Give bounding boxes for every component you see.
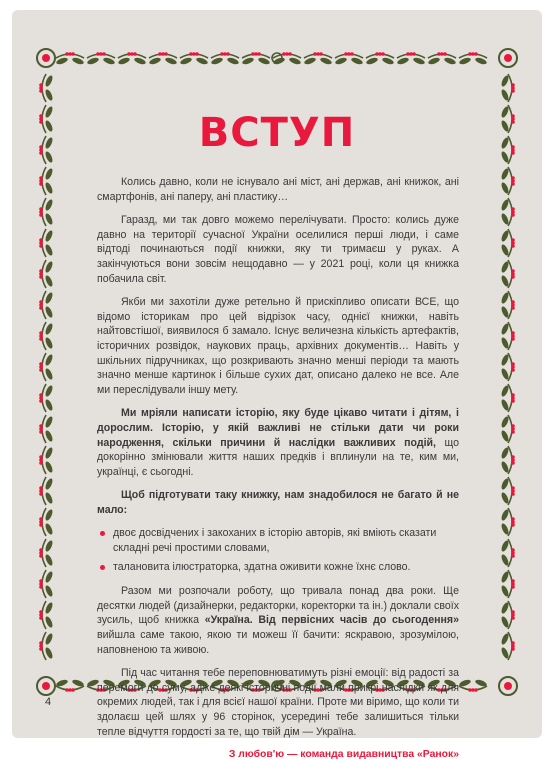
berry-icon bbox=[39, 585, 43, 589]
berry-icon bbox=[195, 52, 199, 56]
berry-icon bbox=[511, 213, 515, 217]
berry-icon bbox=[39, 337, 43, 341]
paragraph: Якби ми захотіли дуже ретельно й прискіпливо описати ВСЕ, що відомо історикам про цей відрізок часу, однієї книжки, навіть найтовстішої, виявилося б замало. Існує величезна кількість артефактів, історичних розвідок, наукових праць, архівних документів… Навіть у шкільних підручниках, що розкривають значно менші періоди та мають значно менше картинок і більше сухих дат, описано далеко не все. Але ми переслідували іншу мету. bbox=[97, 296, 459, 396]
bullet-icon bbox=[100, 565, 105, 570]
berry-icon bbox=[39, 89, 43, 93]
berry-icon bbox=[39, 368, 43, 372]
berry-icon bbox=[511, 399, 515, 403]
berry-icon bbox=[71, 52, 75, 56]
page-number: 4 bbox=[45, 696, 52, 708]
list-item bbox=[97, 526, 459, 555]
paragraph-text: що докорінно змінювали життя наших предків і вплинули на те, ким ми, українці, є сьогодні. bbox=[97, 436, 459, 478]
corner-rosette-center bbox=[42, 682, 50, 690]
list-item-text: талановита ілюстраторка, здатна оживити кожне їхнє слово. bbox=[113, 560, 411, 573]
book-page bbox=[12, 10, 542, 761]
berry-icon bbox=[350, 52, 354, 56]
berry-icon bbox=[319, 52, 323, 56]
berry-icon bbox=[511, 306, 515, 310]
berry-icon bbox=[474, 52, 478, 56]
berry-icon bbox=[226, 52, 230, 56]
berry-icon bbox=[511, 554, 515, 558]
bullet-icon bbox=[100, 531, 105, 536]
berry-icon bbox=[39, 616, 43, 620]
paragraph: Під час читання тебе переповнюватимуть різні емоції: від радості за перемоги до суму, адже деякі історичні події мали прикрі наслідки як для окремих людей, так і для всієї нашої країни. Проте ми віримо, що коли ти здолаєш цей шлях у 96 сторінок, усередині тебе залишиться тільки тепле відчуття гордості за те, що твій дім — Україна. bbox=[97, 667, 459, 738]
berry-icon bbox=[102, 52, 106, 56]
berry-icon bbox=[39, 461, 43, 465]
berry-icon bbox=[39, 492, 43, 496]
signature: З любов'ю — команда видавництва «Ранок» bbox=[228, 749, 459, 761]
berry-icon bbox=[511, 647, 515, 651]
berry-icon bbox=[511, 461, 515, 465]
berry-icon bbox=[39, 430, 43, 434]
berry-icon bbox=[511, 89, 515, 93]
berry-icon bbox=[133, 52, 137, 56]
paragraph: Колись давно, коли не існувало ані міст, ані держав, ані книжок, ані смартфонів, ані паперу, ані пластику… bbox=[97, 176, 459, 203]
berry-icon bbox=[39, 244, 43, 248]
berry-icon bbox=[39, 275, 43, 279]
berry-icon bbox=[257, 52, 261, 56]
berry-icon bbox=[39, 213, 43, 217]
berry-icon bbox=[511, 585, 515, 589]
berry-icon bbox=[511, 244, 515, 248]
paragraph-text: Разом ми розпочали роботу, що тривала понад два роки. Ще десятки людей (дизайнерки, редакторки, коректорки та ін.) доклали своїх зусиль, щоб книжка bbox=[97, 585, 459, 627]
berry-icon bbox=[511, 523, 515, 527]
page-title: ВСТУП bbox=[198, 110, 356, 156]
berry-icon bbox=[443, 52, 447, 56]
list-item-text: двоє досвідчених і закоханих в історію авторів, які вміють сказати складні речі простими словами, bbox=[113, 527, 437, 555]
berry-icon bbox=[39, 554, 43, 558]
berry-icon bbox=[412, 52, 416, 56]
corner-rosette-center bbox=[42, 54, 50, 62]
paragraph-text: вийшла саме такою, якою ти можеш її бачити: яскравою, зрозумілою, наповненою та живою. bbox=[97, 629, 459, 656]
berry-icon bbox=[511, 616, 515, 620]
berry-icon bbox=[288, 52, 292, 56]
berry-icon bbox=[39, 523, 43, 527]
berry-icon bbox=[381, 52, 385, 56]
berry-icon bbox=[39, 647, 43, 651]
book-title: «Україна. Від первісних часів до сьогодення» bbox=[199, 614, 459, 627]
berry-icon bbox=[39, 306, 43, 310]
berry-icon bbox=[474, 688, 478, 692]
intro-text bbox=[97, 175, 459, 763]
corner-rosette-center bbox=[504, 54, 512, 62]
paragraph bbox=[97, 584, 459, 657]
list-item bbox=[97, 560, 459, 575]
berry-icon bbox=[39, 182, 43, 186]
berry-icon bbox=[511, 182, 515, 186]
berry-icon bbox=[164, 52, 168, 56]
berry-icon bbox=[511, 368, 515, 372]
corner-rosette-center bbox=[504, 682, 512, 690]
paragraph bbox=[97, 406, 459, 479]
berry-icon bbox=[71, 688, 75, 692]
paragraph: Щоб підготувати таку книжку, нам знадобилося не багато й не мало: bbox=[97, 489, 459, 516]
berry-icon bbox=[511, 492, 515, 496]
berry-icon bbox=[511, 337, 515, 341]
berry-icon bbox=[39, 399, 43, 403]
bold-text: Ми мріяли написати історію, яку буде цікаво читати і дітям, і дорослим. Історію, у якій важливі не стільки дати чи роки народження, скільки причини й наслідки важливих подій, bbox=[97, 407, 459, 449]
berry-icon bbox=[511, 430, 515, 434]
berry-icon bbox=[511, 275, 515, 279]
paragraph: Гаразд, ми так довго можемо перелічувати. Просто: колись дуже давно на території сучасної України оселилися перші люди, і саме відтоді починаються події книжки, яку ти тримаєш у руках. А закінчуються вони зовсім нещодавно — у 2021 році, коли ця книжка побачила світ. bbox=[97, 214, 459, 285]
